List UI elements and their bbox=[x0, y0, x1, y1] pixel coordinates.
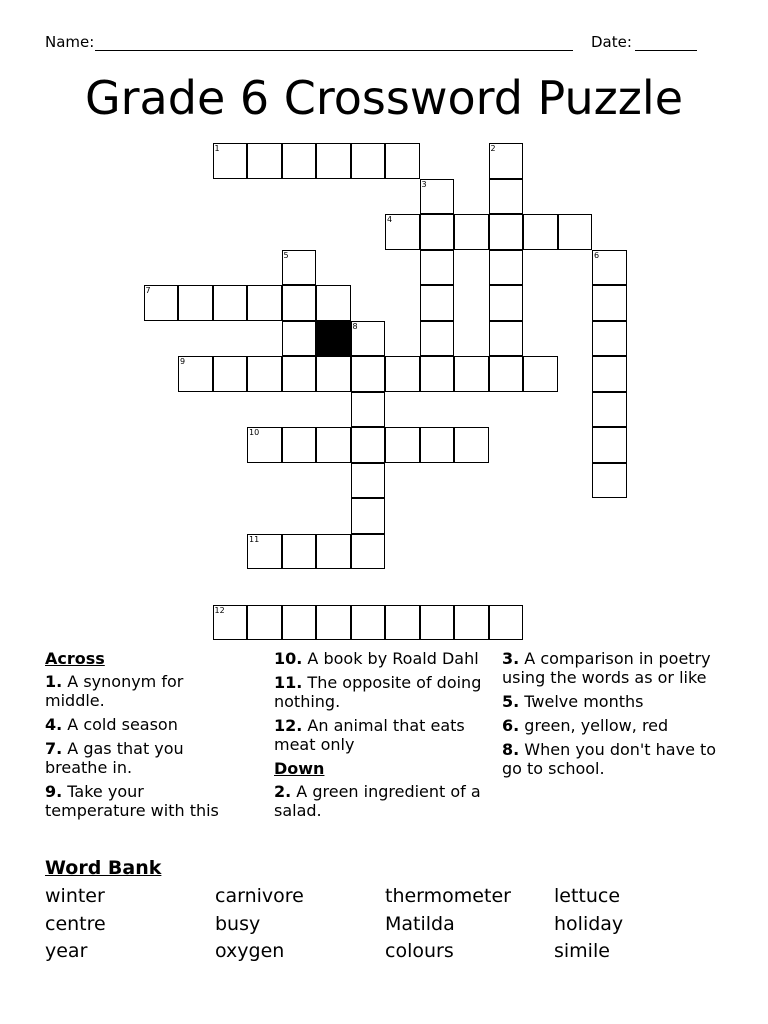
grid-cell[interactable] bbox=[351, 321, 386, 357]
grid-cell[interactable] bbox=[282, 143, 317, 179]
grid-cell[interactable] bbox=[489, 179, 524, 215]
grid-cell[interactable] bbox=[420, 285, 455, 321]
grid-cell[interactable] bbox=[420, 250, 455, 286]
clue-number: 8. bbox=[502, 740, 520, 759]
grid-cell[interactable] bbox=[247, 143, 282, 179]
word-bank-word: Matilda bbox=[385, 913, 455, 935]
grid-cell[interactable] bbox=[420, 356, 455, 392]
clue-item bbox=[502, 740, 727, 778]
grid-cell[interactable] bbox=[282, 605, 317, 641]
clue-number: 9. bbox=[45, 782, 63, 801]
clues-column-2 bbox=[274, 649, 484, 825]
grid-cell[interactable] bbox=[247, 356, 282, 392]
clue-number: 3. bbox=[502, 649, 520, 668]
grid-cell[interactable] bbox=[316, 534, 351, 570]
grid-cell[interactable] bbox=[351, 534, 386, 570]
clue-text: Take your temperature with this bbox=[45, 782, 219, 820]
word-bank-heading: Word Bank bbox=[45, 857, 162, 879]
clue-item bbox=[45, 715, 245, 734]
grid-cell[interactable] bbox=[592, 392, 627, 428]
clue-number: 12 bbox=[214, 605, 225, 615]
grid-cell[interactable] bbox=[489, 356, 524, 392]
clues-column-1 bbox=[45, 649, 245, 825]
date-label: Date: bbox=[591, 33, 632, 51]
grid-cell[interactable] bbox=[351, 427, 386, 463]
clue-number: 7 bbox=[145, 286, 151, 295]
grid-cell[interactable] bbox=[282, 534, 317, 570]
grid-cell[interactable] bbox=[489, 285, 524, 321]
clue-text: A book by Roald Dahl bbox=[302, 649, 479, 668]
grid-cell[interactable] bbox=[213, 605, 248, 641]
word-bank-word: carnivore bbox=[215, 885, 304, 907]
clue-item bbox=[45, 672, 245, 710]
clue-number: 2. bbox=[274, 782, 292, 801]
clue-number: 6. bbox=[502, 716, 520, 735]
clue-text: When you don't have to go to school. bbox=[502, 740, 717, 778]
clue-number: 6 bbox=[594, 250, 600, 260]
grid-cell[interactable] bbox=[454, 356, 489, 392]
grid-cell[interactable] bbox=[282, 427, 317, 463]
grid-block bbox=[316, 321, 351, 357]
clue-item bbox=[502, 649, 727, 687]
grid-cell[interactable] bbox=[282, 321, 317, 357]
clue-number: 8 bbox=[352, 321, 358, 331]
clue-number: 11 bbox=[249, 534, 260, 544]
clue-item bbox=[274, 649, 484, 668]
word-bank-word: colours bbox=[385, 940, 454, 962]
clue-item bbox=[45, 739, 245, 777]
grid-cell[interactable] bbox=[385, 427, 420, 463]
across-heading: Across bbox=[45, 649, 105, 668]
word-bank-word: winter bbox=[45, 885, 105, 907]
clue-text: A comparison in poetry using the words as or like bbox=[502, 649, 711, 687]
grid-cell[interactable] bbox=[489, 250, 524, 286]
clue-number: 2 bbox=[490, 144, 496, 153]
clue-item bbox=[274, 673, 484, 711]
clue-number: 10 bbox=[249, 428, 260, 437]
grid-cell[interactable] bbox=[213, 356, 248, 392]
word-bank-word: year bbox=[45, 940, 88, 962]
grid-cell[interactable] bbox=[592, 463, 627, 499]
clue-number: 5 bbox=[283, 250, 289, 260]
grid-cell[interactable] bbox=[316, 605, 351, 641]
word-bank-word: thermometer bbox=[385, 885, 511, 907]
grid-cell[interactable] bbox=[420, 605, 455, 641]
down-heading: Down bbox=[274, 759, 325, 778]
grid-cell[interactable] bbox=[316, 285, 351, 321]
grid-cell[interactable] bbox=[385, 605, 420, 641]
clue-text: A synonym for middle. bbox=[45, 672, 184, 710]
grid-cell[interactable] bbox=[489, 143, 524, 179]
grid-cell[interactable] bbox=[351, 605, 386, 641]
clue-number: 9 bbox=[180, 357, 186, 366]
grid-cell[interactable] bbox=[454, 427, 489, 463]
grid-cell[interactable] bbox=[592, 250, 627, 286]
grid-cell[interactable] bbox=[144, 285, 179, 321]
grid-cell[interactable] bbox=[558, 214, 593, 250]
grid-cell[interactable] bbox=[282, 356, 317, 392]
word-bank-word: holiday bbox=[554, 913, 624, 935]
clue-number: 12. bbox=[274, 716, 303, 735]
grid-cell[interactable] bbox=[385, 356, 420, 392]
page-title: Grade 6 Crossword Puzzle bbox=[85, 71, 683, 125]
word-bank-word: simile bbox=[554, 940, 610, 962]
grid-cell[interactable] bbox=[351, 463, 386, 499]
grid-cell[interactable] bbox=[316, 143, 351, 179]
clue-number: 5. bbox=[502, 692, 520, 711]
word-bank-word: lettuce bbox=[554, 885, 621, 907]
grid-cell[interactable] bbox=[351, 356, 386, 392]
clue-item bbox=[274, 716, 484, 754]
grid-cell[interactable] bbox=[592, 321, 627, 357]
grid-cell[interactable] bbox=[247, 534, 282, 570]
clue-text: A cold season bbox=[62, 715, 178, 734]
grid-cell[interactable] bbox=[454, 214, 489, 250]
grid-cell[interactable] bbox=[489, 605, 524, 641]
grid-cell[interactable] bbox=[351, 498, 386, 534]
grid-cell[interactable] bbox=[420, 427, 455, 463]
clue-item bbox=[502, 692, 727, 711]
clue-number: 1. bbox=[45, 672, 63, 691]
grid-cell[interactable] bbox=[213, 143, 248, 179]
grid-cell[interactable] bbox=[420, 214, 455, 250]
clues-column-3 bbox=[502, 649, 727, 783]
clue-item bbox=[45, 782, 245, 820]
grid-cell[interactable] bbox=[420, 321, 455, 357]
clue-number: 1 bbox=[214, 144, 220, 153]
grid-cell[interactable] bbox=[592, 356, 627, 392]
clue-text: green, yellow, red bbox=[519, 716, 669, 735]
clue-number: 4. bbox=[45, 715, 63, 734]
clue-number: 4 bbox=[387, 215, 393, 224]
grid-cell[interactable] bbox=[351, 392, 386, 428]
grid-cell[interactable] bbox=[592, 285, 627, 321]
clue-text: Twelve months bbox=[519, 692, 644, 711]
grid-cell[interactable] bbox=[523, 356, 558, 392]
grid-cell[interactable] bbox=[247, 605, 282, 641]
grid-cell[interactable] bbox=[213, 285, 248, 321]
clue-number: 10. bbox=[274, 649, 303, 668]
grid-cell[interactable] bbox=[385, 143, 420, 179]
grid-cell[interactable] bbox=[316, 427, 351, 463]
grid-cell[interactable] bbox=[385, 214, 420, 250]
grid-cell[interactable] bbox=[178, 285, 213, 321]
grid-cell[interactable] bbox=[178, 356, 213, 392]
clue-number: 7. bbox=[45, 739, 63, 758]
grid-cell[interactable] bbox=[351, 143, 386, 179]
word-bank-word: oxygen bbox=[215, 940, 285, 962]
grid-cell[interactable] bbox=[523, 214, 558, 250]
clue-text: An animal that eats meat only bbox=[274, 716, 465, 754]
grid-cell[interactable] bbox=[592, 427, 627, 463]
word-bank-word: busy bbox=[215, 913, 261, 935]
grid-cell[interactable] bbox=[247, 285, 282, 321]
clue-text: A green ingredient of a salad. bbox=[274, 782, 481, 820]
clue-item bbox=[502, 716, 727, 735]
clue-text: A gas that you breathe in. bbox=[45, 739, 184, 777]
grid-cell[interactable] bbox=[454, 605, 489, 641]
grid-cell[interactable] bbox=[282, 250, 317, 286]
clue-number: 11. bbox=[274, 673, 303, 692]
grid-cell[interactable] bbox=[316, 356, 351, 392]
grid-cell[interactable] bbox=[282, 285, 317, 321]
name-label: Name: bbox=[45, 33, 95, 51]
clue-number: 3 bbox=[421, 179, 427, 189]
clue-text: The opposite of doing nothing. bbox=[274, 673, 482, 711]
grid-cell[interactable] bbox=[247, 427, 282, 463]
grid-cell[interactable] bbox=[489, 321, 524, 357]
word-bank-word: centre bbox=[45, 913, 106, 935]
clue-item bbox=[274, 782, 484, 820]
grid-cell[interactable] bbox=[420, 179, 455, 215]
grid-cell[interactable] bbox=[489, 214, 524, 250]
